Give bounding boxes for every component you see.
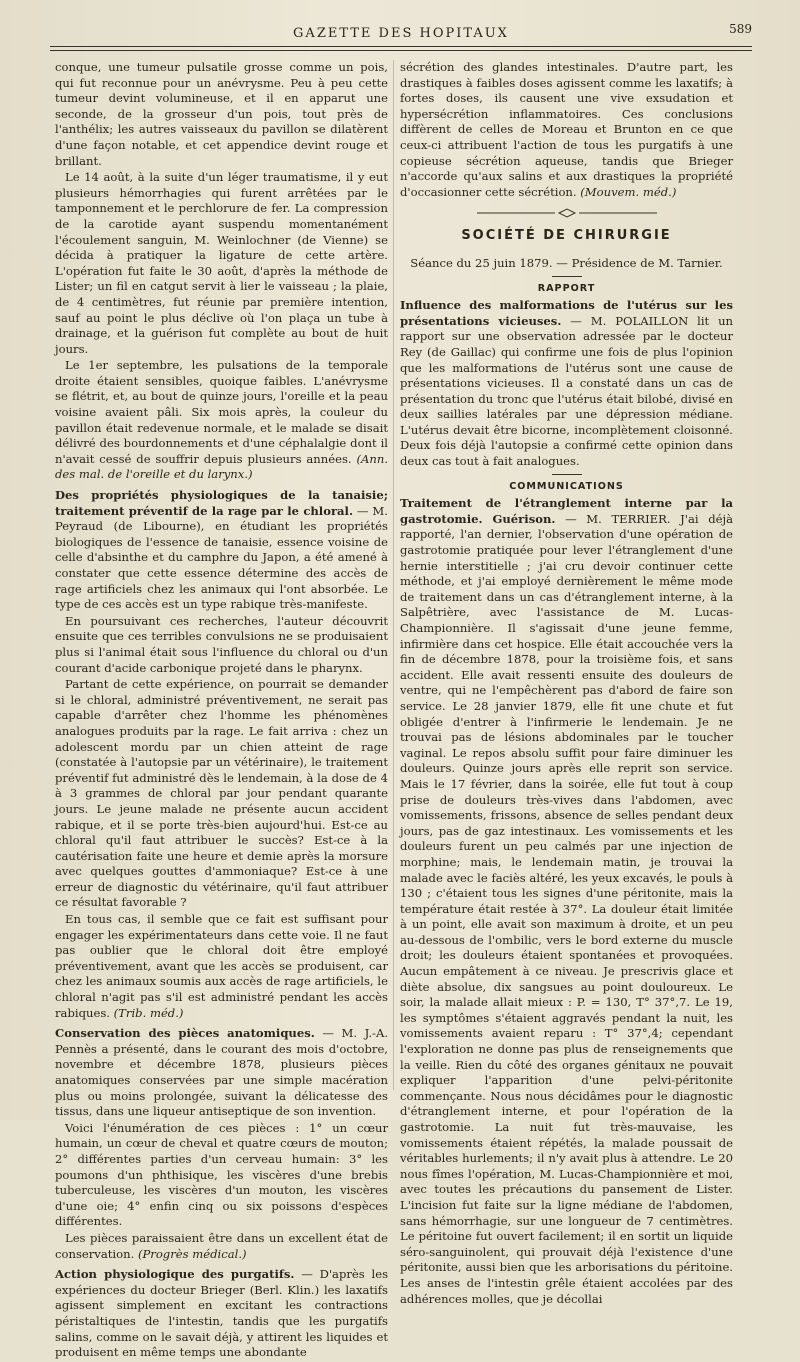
article-block: Des propriétés physiologiques de la tanaisie; traitement préventif de la rage par le chloral. — M. Peyraud (de Libourne), en étudiant les propriétés biologiques de l'essence de tanaisie, essence voisine de celle d'absinthe et du camphre du Japon, a été amené à constater que cette essence détermine des accès de rage artificiels chez les animaux qui l'ont absorbée. Le type de ces accès est un type rabique très-manifeste.	[55, 488, 388, 612]
paragraph: conque, une tumeur pulsatile grosse comme un pois, qui fut reconnue pour un anévrysme. Peu à peu cette tumeur devint volumineuse, et il en apparut une seconde, de la grosseur d'un pois, tout près de l'anthélix; les autres vaisseaux du pavillon se dilatèrent d'une façon notable, et cet appendice devint rouge et brillant.	[55, 60, 388, 168]
article-heading: Traitement de l'étranglement interne par la gastrotomie. Guérison.	[400, 496, 733, 526]
article-block: Traitement de l'étranglement interne par la gastrotomie. Guérison. — M. TERRIER. J'ai déjà rapporté, l'an dernier, l'observation d'une opération de gastrotomie pratiquée pour lever l'étranglement d'une hernie interstitielle ; j'ai cru devoir continuer cette méthode, et j'ai employé dernièrement le même mode de traitement dans un cas d'étranglement interne, à la Salpêtrière, avec l'assistance de M. Lucas-Championnière. Il s'agissait d'une jeune femme, infirmière dans cet hospice. Elle était accouchée vers la fin de décembre 1878, pour la troisième fois, et sans accident. Elle avait ressenti ensuite des douleurs de ventre, qui ne l'empêchèrent pas d'abord de faire son service. Le 28 janvier 1879, elle fit une chute et fut obligée d'entrer à l'infirmerie le lendemain. Je ne trouvai pas de lésions abdominales par le toucher vaginal. Le repos absolu suffit pour faire diminuer les douleurs. Quinze jours après elle reprit son service. Mais le 17 février, dans la soirée, elle fut tout à coup prise de douleurs très-vives dans l'abdomen, avec vomissements, frissons, absence de selles pendant deux jours, pas de gaz intestinaux. Les vomissements et les douleurs furent un peu calmés par une injection de morphine; mais, le lendemain matin, je trouvai la malade avec le faciès altéré, les yeux excavés, le pouls à 130 ; c'étaient tous les signes d'une péritonite, mais la température était restée à 37°. La douleur était limitée à un point, elle avait son maximum à droite, et un peu au-dessous de l'ombilic, vers le bord externe du muscle droit; les douleurs étaient spontanées et provoquées. Aucun empâtement à ce niveau. Je prescrivis glace et diète absolue, dix sangsues au point douloureux. Le soir, la malade allait mieux : P. = 130, T° 37°,7. Le 19, les symptômes s'étaient aggravés pendant la nuit, les vomissements avaient reparu : T° 37°,4; cependant l'exploration ne donne pas plus de renseignements que la veille. Rien du côté des organes génitaux ne pouvait expliquer l'apparition d'une pelvi-péritonite commençante. Nous nous décidâmes pour le diagnostic d'étranglement interne, et pour l'opération de la gastrotomie. La nuit fut très-mauvaise, les vomissements étaient répétés, la malade poussait de véritables hurlements; il n'y avait plus à attendre. Le 20 nous fîmes l'opération, M. Lucas-Championnière et moi, avec toutes les précautions du pansement de Lister. L'incision fut faite sur la ligne médiane de l'abdomen, sans hémorrhagie, sur une longueur de 7 centimètres. Le péritoine fut ouvert facilement; il en sortit un liquide séro-sanguinolent, qui prouvait déjà l'existence d'une péritonite, aussi bien que les arborisations du péritoine. Les anses de l'intestin grêle étaient accolées par des adhérences molles, que je décollai	[400, 496, 734, 1306]
short-rule	[552, 276, 582, 277]
source-citation: (Mouvem. méd.)	[580, 184, 677, 199]
article-heading: Influence des malformations de l'utérus sur les présentations vicieuses.	[400, 298, 733, 328]
source-citation: (Trib. méd.)	[113, 1005, 184, 1020]
paragraph: Partant de cette expérience, on pourrait se demander si le chloral, administré préventivement, ne serait pas capable d'arrêter chez l'homme les phénomènes analogues produits par la rage. Le fait arriva : chez un adolescent mordu par un chien atteint de rage (constatée à l'autopsie par un vétérinaire), le traitement préventif fut administré dès le lendemain, à la dose de 4 à 3 grammes de chloral par jour pendant quarante jours. Le jeune malade ne présente aucun accident rabique, et il se porte très-bien aujourd'hui. Est-ce au chloral qu'il faut attribuer le succès? Est-ce à la cautérisation faite une heure et demie après la morsure avec quelques gouttes d'ammoniaque? Est-ce à une erreur de diagnostic du vétérinaire, qu'il faut attribuer ce résultat favorable ?	[55, 677, 388, 910]
paragraph: Les pièces paraissaient être dans un excellent état de conservation. (Progrès médical.)	[55, 1230, 388, 1261]
article-block: Conservation des pièces anatomiques. — M. J.-A. Pennès a présenté, dans le courant des mois d'octobre, novembre et décembre 1878, plusieurs pièces anatomiques conservées par une simple macération plus ou moins prolongée, suivant la délicatesse des tissus, dans une liqueur antiseptique de son invention.	[55, 1026, 389, 1119]
session-line: Séance du 25 juin 1879. — Présidence de M. Tarnier.	[410, 255, 723, 270]
sub-heading-communications: COMMUNICATIONS	[509, 480, 624, 492]
journal-title: GAZETTE DES HOPITAUX	[293, 26, 509, 41]
paragraph: Voici l'énumération de ces pièces : 1° un cœur humain, un cœur de cheval et quatre cœurs de mouton; 2° différentes parties d'un cerveau humain: 3° les poumons d'un phthisique, les viscères d'une brebis tuberculeuse, les viscères d'un mouton, les viscères d'une oie; 4° enfin cinq ou six poissons d'espèces différentes.	[55, 1120, 388, 1229]
sub-heading-rapport: RAPPORT	[537, 282, 596, 294]
header-rule-double	[50, 50, 752, 51]
article-heading: Action physiologique des purgatifs.	[55, 1267, 295, 1282]
article-heading: Conservation des pièces anatomiques.	[55, 1026, 315, 1041]
article-block: Influence des malformations de l'utérus sur les présentations vicieuses. — M. POLAILLON lit un rapport sur une observation adressée par le docteur Rey (de Gaillac) qui confirme une fois de plus l'opinion que les malformations de l'utérus sont une cause de présentations vicieuses. Il a constaté dans un cas de présentation du tronc que l'utérus était bilobé, divisé en deux saillies latérales par une dépression médiane. L'utérus devait être bicorne, incomplètement cloisonné. Deux fois déjà l'autopsie a confirmé cette opinion dans deux cas tout à fait analogues.	[400, 298, 734, 469]
short-rule	[552, 474, 582, 475]
page-number: 589	[729, 22, 752, 36]
header-rule	[50, 46, 752, 47]
paragraph: sécrétion des glandes intestinales. D'autre part, les drastiques à faibles doses agissent comme les laxatifs; à fortes doses, ils causent une vive exsudation et hypersécrétion inflammatoires. Ces conclusions diffèrent de celles de Moreau et Brunton en ce que ceux-ci attribuent l'action de tous les purgatifs à une copieuse sécrétion aqueuse, tandis que Brieger n'accorde qu'aux salins et aux drastiques la propriété d'occasionner cette sécrétion. (Mouvem. méd.)	[400, 60, 733, 199]
paragraph: Le 14 août, à la suite d'un léger traumatisme, il y eut plusieurs hémorrhagies qui furent arrêtées par le tamponnement et le perchlorure de fer. La compression de la carotide ayant suspendu momentanément l'écoulement sanguin, M. Weinlochner (de Vienne) se décida à pratiquer la ligature de cette artère. L'opération fut faite le 30 août, d'après la méthode de Lister; un fil en catgut servit à lier le vaisseau ; la plaie, de 4 centimètres, fut réunie par première intention, sauf au point le plus déclive où l'on plaça un tube à drainage, et la guérison fut complète au bout de huit jours.	[55, 170, 388, 356]
left-column	[55, 60, 388, 1362]
right-column	[400, 60, 733, 1308]
paragraph: Le 1er septembre, les pulsations de la temporale droite étaient sensibles, quoique faibles. L'anévrysme se flétrit, et, au bout de quinze jours, l'oreille et la peau voisine avaient pâli. Six mois après, la couleur du pavillon était redevenue normale, et le malade se disait délivré des bourdonnements et d'une céphalalgie dont il n'avait cessé de souffrir depuis plusieurs années. (Ann. des mal. de l'oreille et du larynx.)	[55, 358, 389, 482]
article-block: Action physiologique des purgatifs. — D'après les expériences du docteur Brieger (Berl. Klin.) les laxatifs agissent simplement en excitant les contractions péristaltiques de l'intestin, tandis que les purgatifs salins, comme on le savait déjà, y attirent les liquides et produisent en même temps une abondante	[55, 1267, 389, 1360]
paragraph: En poursuivant ces recherches, l'auteur découvrit ensuite que ces terribles convulsions ne se produisaient plus si l'animal était sous l'influence du chloral ou d'un courant d'acide carbonique projeté dans le pharynx.	[55, 613, 388, 675]
page-header	[50, 14, 752, 50]
article-heading: Des propriétés physiologiques de la tanaisie; traitement préventif de la rage par le chloral.	[55, 488, 388, 518]
section-title: SOCIÉTÉ DE CHIRURGIE	[461, 228, 672, 244]
paragraph: En tous cas, il semble que ce fait est suffisant pour engager les expérimentateurs dans cette voie. Il ne faut pas oublier que le chloral doit être employé préventivement, avant que les accès se produisent, car chez les animaux soumis aux accès de rage artificiels, le chloral n'agit pas s'il est administré pendant les accès rabiques. (Trib. méd.)	[55, 912, 388, 1020]
column-divider	[393, 60, 394, 1090]
source-citation: (Ann. des mal. de l'oreille et du larynx.)	[55, 451, 389, 482]
source-citation: (Progrès médical.)	[137, 1246, 247, 1261]
ornament-divider-icon	[467, 208, 667, 218]
